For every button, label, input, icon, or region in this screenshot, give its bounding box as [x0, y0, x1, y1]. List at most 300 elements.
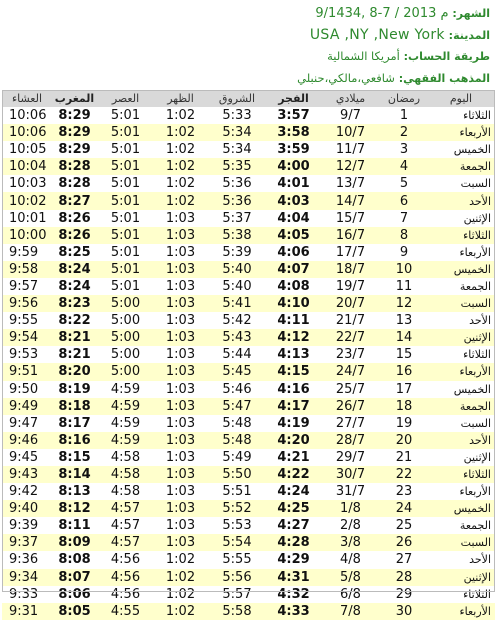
cell-fajr: 4:29 [267, 551, 320, 568]
cell-asr: 4:59 [97, 432, 154, 449]
cell-ramadan: 21 [381, 449, 427, 466]
cell-ramadan: 16 [381, 363, 427, 380]
cell-fajr: 4:21 [267, 449, 320, 466]
cell-asr: 4:58 [97, 449, 154, 466]
cell-maghrib: 8:05 [52, 603, 97, 620]
cell-fajr: 4:32 [267, 586, 320, 603]
header-ramadan: رمضان [381, 90, 427, 107]
cell-gregorian: 1/8 [320, 500, 381, 517]
table-row [2, 295, 495, 312]
cell-maghrib: 8:21 [52, 329, 97, 346]
cell-dhuhr: 1:02 [154, 586, 207, 603]
cell-dhuhr: 1:03 [154, 381, 207, 398]
cell-asr: 4:59 [97, 398, 154, 415]
table-row [2, 551, 495, 568]
cell-isha: 9:34 [2, 569, 52, 586]
cell-fajr: 4:22 [267, 466, 320, 483]
cell-day: الجمعة [427, 278, 495, 295]
cell-sunrise: 5:49 [207, 449, 267, 466]
cell-sunrise: 5:34 [207, 141, 267, 158]
cell-fajr: 4:11 [267, 312, 320, 329]
cell-ramadan: 22 [381, 466, 427, 483]
cell-fajr: 4:24 [267, 483, 320, 500]
cell-isha: 9:31 [2, 603, 52, 620]
table-row [2, 466, 495, 483]
cell-day: الأربعاء [427, 603, 495, 620]
cell-sunrise: 5:43 [207, 329, 267, 346]
cell-maghrib: 8:08 [52, 551, 97, 568]
cell-ramadan: 30 [381, 603, 427, 620]
cell-day: الأحد [427, 551, 495, 568]
cell-sunrise: 5:48 [207, 432, 267, 449]
madhab-label: المذهب الفقهي: [398, 71, 490, 85]
cell-ramadan: 19 [381, 415, 427, 432]
table-row [2, 312, 495, 329]
cell-sunrise: 5:37 [207, 210, 267, 227]
table-row [2, 603, 495, 620]
cell-asr: 5:00 [97, 329, 154, 346]
cell-dhuhr: 1:03 [154, 517, 207, 534]
cell-asr: 5:00 [97, 312, 154, 329]
cell-maghrib: 8:09 [52, 534, 97, 551]
cell-maghrib: 8:13 [52, 483, 97, 500]
cell-day: الثلاثاء [427, 227, 495, 244]
cell-isha: 9:58 [2, 261, 52, 278]
cell-fajr: 4:31 [267, 569, 320, 586]
cell-asr: 4:56 [97, 569, 154, 586]
cell-fajr: 3:59 [267, 141, 320, 158]
cell-dhuhr: 1:03 [154, 210, 207, 227]
cell-sunrise: 5:54 [207, 534, 267, 551]
cell-day: الجمعة [427, 398, 495, 415]
cell-day: الخميس [427, 500, 495, 517]
cell-day: الإثنين [427, 329, 495, 346]
table-row [2, 192, 495, 209]
cell-fajr: 4:28 [267, 534, 320, 551]
cell-ramadan: 7 [381, 210, 427, 227]
cell-asr: 5:01 [97, 158, 154, 175]
cell-maghrib: 8:23 [52, 295, 97, 312]
cell-isha: 9:47 [2, 415, 52, 432]
cell-ramadan: 24 [381, 500, 427, 517]
cell-dhuhr: 1:02 [154, 551, 207, 568]
cell-sunrise: 5:45 [207, 363, 267, 380]
table-row [2, 449, 495, 466]
cell-ramadan: 15 [381, 346, 427, 363]
cell-sunrise: 5:39 [207, 244, 267, 261]
cell-asr: 5:01 [97, 278, 154, 295]
cell-dhuhr: 1:02 [154, 175, 207, 192]
cell-fajr: 4:05 [267, 227, 320, 244]
header-day: اليوم [427, 90, 495, 107]
cell-sunrise: 5:51 [207, 483, 267, 500]
cell-isha: 9:55 [2, 312, 52, 329]
cell-gregorian: 30/7 [320, 466, 381, 483]
table-row [2, 210, 495, 227]
cell-isha: 9:37 [2, 534, 52, 551]
header-dhuhr: الظهر [154, 90, 207, 107]
cell-ramadan: 25 [381, 517, 427, 534]
cell-ramadan: 26 [381, 534, 427, 551]
cell-fajr: 4:15 [267, 363, 320, 380]
cell-gregorian: 23/7 [320, 346, 381, 363]
cell-maghrib: 8:29 [52, 124, 97, 141]
cell-isha: 9:43 [2, 466, 52, 483]
cell-day: الإثنين [427, 569, 495, 586]
table-row [2, 363, 495, 380]
table-row [2, 261, 495, 278]
cell-asr: 5:01 [97, 210, 154, 227]
header-asr: العصر [97, 90, 154, 107]
cell-maghrib: 8:25 [52, 244, 97, 261]
cell-fajr: 4:19 [267, 415, 320, 432]
cell-gregorian: 12/7 [320, 158, 381, 175]
cell-fajr: 4:20 [267, 432, 320, 449]
cell-dhuhr: 1:03 [154, 415, 207, 432]
cell-gregorian: 4/8 [320, 551, 381, 568]
cell-day: السبت [427, 534, 495, 551]
calc-method-label: طريقة الحساب: [403, 50, 490, 63]
cell-ramadan: 13 [381, 312, 427, 329]
cell-maghrib: 8:29 [52, 107, 97, 124]
cell-day: السبت [427, 175, 495, 192]
cell-isha: 9:56 [2, 295, 52, 312]
cell-asr: 5:00 [97, 363, 154, 380]
cell-gregorian: 11/7 [320, 141, 381, 158]
cell-fajr: 4:00 [267, 158, 320, 175]
cell-asr: 5:00 [97, 295, 154, 312]
cell-day: الإثنين [427, 449, 495, 466]
cell-fajr: 3:57 [267, 107, 320, 124]
cell-ramadan: 18 [381, 398, 427, 415]
table-row [2, 586, 495, 603]
cell-sunrise: 5:40 [207, 278, 267, 295]
cell-day: الثلاثاء [427, 346, 495, 363]
cell-isha: 9:33 [2, 586, 52, 603]
calc-method-line [0, 46, 490, 68]
cell-sunrise: 5:41 [207, 295, 267, 312]
cell-day: السبت [427, 295, 495, 312]
cell-isha: 9:36 [2, 551, 52, 568]
calc-method-value: أمريكا الشمالية [327, 49, 400, 63]
cell-asr: 4:56 [97, 551, 154, 568]
city-line [0, 25, 490, 47]
cell-gregorian: 29/7 [320, 449, 381, 466]
cell-ramadan: 29 [381, 586, 427, 603]
cell-maghrib: 8:20 [52, 363, 97, 380]
cell-gregorian: 9/7 [320, 107, 381, 124]
cell-asr: 5:01 [97, 141, 154, 158]
cell-maghrib: 8:16 [52, 432, 97, 449]
table-row [2, 569, 495, 586]
cell-maghrib: 8:11 [52, 517, 97, 534]
cell-ramadan: 17 [381, 381, 427, 398]
header-isha: العشاء [2, 90, 52, 107]
cell-gregorian: 27/7 [320, 415, 381, 432]
cell-dhuhr: 1:03 [154, 466, 207, 483]
cell-fajr: 4:07 [267, 261, 320, 278]
cell-gregorian: 26/7 [320, 398, 381, 415]
cell-maghrib: 8:19 [52, 381, 97, 398]
cell-dhuhr: 1:02 [154, 141, 207, 158]
cell-day: الثلاثاء [427, 107, 495, 124]
month-value: 9/1434, 8-7 / 2013 م [315, 6, 449, 21]
cell-maghrib: 8:26 [52, 210, 97, 227]
cell-maghrib: 8:18 [52, 398, 97, 415]
cell-sunrise: 5:38 [207, 227, 267, 244]
cell-fajr: 4:04 [267, 210, 320, 227]
cell-gregorian: 24/7 [320, 363, 381, 380]
table-row [2, 517, 495, 534]
header-sunrise: الشروق [207, 90, 267, 107]
cell-isha: 9:59 [2, 244, 52, 261]
cell-dhuhr: 1:03 [154, 432, 207, 449]
cell-gregorian: 13/7 [320, 175, 381, 192]
cell-gregorian: 22/7 [320, 329, 381, 346]
cell-gregorian: 6/8 [320, 586, 381, 603]
cell-sunrise: 5:56 [207, 569, 267, 586]
cell-isha: 9:50 [2, 381, 52, 398]
cell-dhuhr: 1:03 [154, 227, 207, 244]
cell-sunrise: 5:36 [207, 192, 267, 209]
cell-isha: 9:45 [2, 449, 52, 466]
table-row [2, 381, 495, 398]
cell-isha: 10:01 [2, 210, 52, 227]
cell-dhuhr: 1:03 [154, 261, 207, 278]
table-row [2, 158, 495, 175]
cell-gregorian: 5/8 [320, 569, 381, 586]
cell-sunrise: 5:57 [207, 586, 267, 603]
cell-dhuhr: 1:03 [154, 244, 207, 261]
cell-maghrib: 8:21 [52, 346, 97, 363]
cell-asr: 4:57 [97, 500, 154, 517]
cell-gregorian: 19/7 [320, 278, 381, 295]
cell-asr: 5:01 [97, 261, 154, 278]
cell-sunrise: 5:50 [207, 466, 267, 483]
month-line [0, 3, 490, 25]
cell-day: الأحد [427, 432, 495, 449]
cell-maghrib: 8:28 [52, 158, 97, 175]
cell-fajr: 4:25 [267, 500, 320, 517]
cell-gregorian: 10/7 [320, 124, 381, 141]
cell-ramadan: 11 [381, 278, 427, 295]
cell-isha: 9:40 [2, 500, 52, 517]
cell-maghrib: 8:14 [52, 466, 97, 483]
cell-gregorian: 21/7 [320, 312, 381, 329]
cell-dhuhr: 1:03 [154, 329, 207, 346]
table-header-row [2, 90, 495, 107]
cell-maghrib: 8:12 [52, 500, 97, 517]
table-row [2, 398, 495, 415]
cell-sunrise: 5:33 [207, 107, 267, 124]
cell-day: الأربعاء [427, 244, 495, 261]
cell-ramadan: 4 [381, 158, 427, 175]
cell-sunrise: 5:44 [207, 346, 267, 363]
cell-gregorian: 14/7 [320, 192, 381, 209]
cell-maghrib: 8:28 [52, 175, 97, 192]
cell-fajr: 4:33 [267, 603, 320, 620]
cell-fajr: 4:16 [267, 381, 320, 398]
cell-asr: 4:58 [97, 466, 154, 483]
city-label: المدينة: [448, 28, 490, 42]
cell-gregorian: 17/7 [320, 244, 381, 261]
cell-gregorian: 3/8 [320, 534, 381, 551]
cell-gregorian: 15/7 [320, 210, 381, 227]
cell-sunrise: 5:42 [207, 312, 267, 329]
cell-isha: 9:51 [2, 363, 52, 380]
cell-dhuhr: 1:02 [154, 158, 207, 175]
cell-day: الأحد [427, 192, 495, 209]
cell-isha: 9:42 [2, 483, 52, 500]
cell-day: السبت [427, 415, 495, 432]
cell-dhuhr: 1:02 [154, 107, 207, 124]
cell-asr: 5:01 [97, 107, 154, 124]
cell-gregorian: 7/8 [320, 603, 381, 620]
cell-ramadan: 3 [381, 141, 427, 158]
cell-day: الخميس [427, 381, 495, 398]
madhab-value: شافعي،مالكي،حنبلي [297, 70, 395, 85]
cell-ramadan: 10 [381, 261, 427, 278]
cell-isha: 10:06 [2, 107, 52, 124]
cell-dhuhr: 1:02 [154, 569, 207, 586]
cell-isha: 10:02 [2, 192, 52, 209]
cell-isha: 10:00 [2, 227, 52, 244]
cell-dhuhr: 1:03 [154, 295, 207, 312]
cell-dhuhr: 1:03 [154, 500, 207, 517]
cell-gregorian: 16/7 [320, 227, 381, 244]
cell-sunrise: 5:52 [207, 500, 267, 517]
cell-asr: 4:57 [97, 534, 154, 551]
table-row [2, 346, 495, 363]
cell-asr: 4:59 [97, 381, 154, 398]
cell-maghrib: 8:15 [52, 449, 97, 466]
cell-dhuhr: 1:03 [154, 363, 207, 380]
table-row [2, 175, 495, 192]
cell-isha: 9:54 [2, 329, 52, 346]
cell-day: الخميس [427, 261, 495, 278]
cell-maghrib: 8:26 [52, 227, 97, 244]
cell-day: الثلاثاء [427, 466, 495, 483]
cell-day: الأحد [427, 312, 495, 329]
cell-sunrise: 5:46 [207, 381, 267, 398]
cell-dhuhr: 1:03 [154, 278, 207, 295]
cell-day: الأربعاء [427, 363, 495, 380]
cell-day: الثلاثاء [427, 586, 495, 603]
cell-asr: 5:01 [97, 192, 154, 209]
cell-dhuhr: 1:02 [154, 192, 207, 209]
cell-ramadan: 9 [381, 244, 427, 261]
prayer-times-table [2, 90, 495, 620]
cell-isha: 9:39 [2, 517, 52, 534]
cell-gregorian: 31/7 [320, 483, 381, 500]
table-row [2, 227, 495, 244]
cell-sunrise: 5:34 [207, 124, 267, 141]
cell-day: الإثنين [427, 210, 495, 227]
cell-dhuhr: 1:03 [154, 312, 207, 329]
cell-maghrib: 8:27 [52, 192, 97, 209]
city-value: USA ,NY ,New York [309, 26, 445, 43]
cell-fajr: 4:13 [267, 346, 320, 363]
cell-asr: 5:01 [97, 175, 154, 192]
table-row [2, 107, 495, 124]
cell-sunrise: 5:55 [207, 551, 267, 568]
cell-dhuhr: 1:03 [154, 398, 207, 415]
cell-fajr: 4:17 [267, 398, 320, 415]
cell-day: الأربعاء [427, 124, 495, 141]
cell-maghrib: 8:06 [52, 586, 97, 603]
cell-asr: 4:59 [97, 415, 154, 432]
header-gregorian: ميلادي [320, 90, 381, 107]
cell-gregorian: 2/8 [320, 517, 381, 534]
cell-fajr: 4:08 [267, 278, 320, 295]
table-row [2, 124, 495, 141]
cell-isha: 9:53 [2, 346, 52, 363]
cell-maghrib: 8:17 [52, 415, 97, 432]
cell-sunrise: 5:35 [207, 158, 267, 175]
cell-ramadan: 28 [381, 569, 427, 586]
table-row [2, 415, 495, 432]
table-row [2, 141, 495, 158]
cell-dhuhr: 1:03 [154, 346, 207, 363]
madhab-line [0, 68, 490, 90]
cell-day: الجمعة [427, 158, 495, 175]
cell-sunrise: 5:36 [207, 175, 267, 192]
cell-dhuhr: 1:03 [154, 449, 207, 466]
cell-ramadan: 8 [381, 227, 427, 244]
cell-ramadan: 20 [381, 432, 427, 449]
table-row [2, 329, 495, 346]
table-row [2, 500, 495, 517]
cell-dhuhr: 1:03 [154, 483, 207, 500]
cell-sunrise: 5:48 [207, 415, 267, 432]
cell-maghrib: 8:22 [52, 312, 97, 329]
cell-dhuhr: 1:02 [154, 124, 207, 141]
cell-day: الخميس [427, 141, 495, 158]
cell-ramadan: 1 [381, 107, 427, 124]
cell-ramadan: 2 [381, 124, 427, 141]
table-row [2, 278, 495, 295]
cell-ramadan: 27 [381, 551, 427, 568]
info-header [0, 0, 496, 87]
cell-isha: 10:05 [2, 141, 52, 158]
cell-maghrib: 8:24 [52, 261, 97, 278]
cell-ramadan: 12 [381, 295, 427, 312]
cell-sunrise: 5:47 [207, 398, 267, 415]
cell-isha: 9:57 [2, 278, 52, 295]
cell-gregorian: 20/7 [320, 295, 381, 312]
cell-fajr: 4:10 [267, 295, 320, 312]
cell-isha: 9:49 [2, 398, 52, 415]
header-fajr: الفجر [267, 90, 320, 107]
cell-maghrib: 8:07 [52, 569, 97, 586]
cell-isha: 9:46 [2, 432, 52, 449]
cell-maghrib: 8:29 [52, 141, 97, 158]
cell-gregorian: 28/7 [320, 432, 381, 449]
cell-asr: 5:01 [97, 227, 154, 244]
cell-sunrise: 5:40 [207, 261, 267, 278]
cell-fajr: 4:06 [267, 244, 320, 261]
cell-ramadan: 14 [381, 329, 427, 346]
cell-gregorian: 18/7 [320, 261, 381, 278]
cell-fajr: 4:12 [267, 329, 320, 346]
cell-isha: 10:06 [2, 124, 52, 141]
cell-sunrise: 5:58 [207, 603, 267, 620]
table-row [2, 432, 495, 449]
cell-asr: 4:56 [97, 586, 154, 603]
month-label: الشهر: [452, 7, 490, 20]
cell-fajr: 4:01 [267, 175, 320, 192]
cell-day: الأربعاء [427, 483, 495, 500]
